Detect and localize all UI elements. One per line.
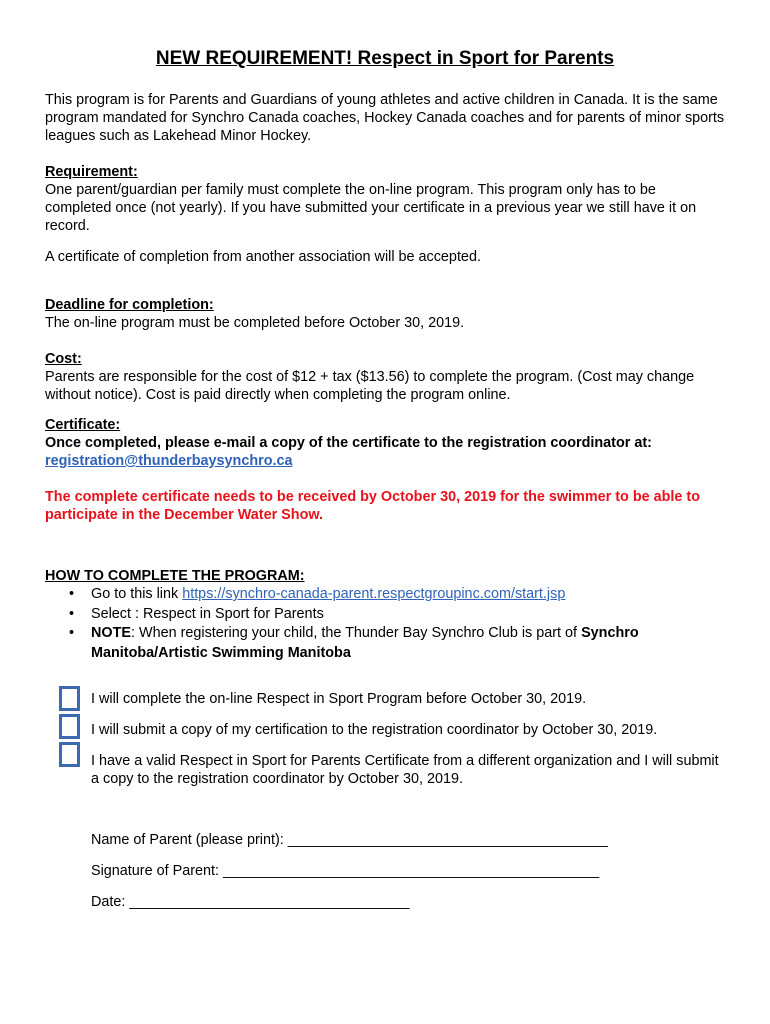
step-item	[45, 585, 725, 605]
checkbox-label-submit-copy: I will submit a copy of my certification to the registration coordinator by October 30, 2019.	[91, 722, 658, 738]
date-field[interactable]: Date: ___________________________________	[91, 894, 410, 910]
cost-heading: Cost:	[45, 351, 82, 367]
note-label: NOTE	[91, 625, 131, 641]
program-link[interactable]: https://synchro-canada-parent.respectgroupinc.com/start.jsp	[182, 586, 566, 602]
how-to-heading: HOW TO COMPLETE THE PROGRAM:	[45, 568, 305, 584]
bullet-icon: •	[69, 586, 75, 602]
parent-name-field[interactable]: Name of Parent (please print): ________________________________________	[91, 832, 608, 848]
certificate-text: Once completed, please e-mail a copy of the certificate to the registration coordinator at:	[45, 435, 652, 451]
intro-paragraph: This program is for Parents and Guardians of young athletes and active children in Canada. It is the same program mandated for Synchro Canada coaches, Hockey Canada coaches and for parents of minor sports leagues such as Lakehead Minor Hockey.	[45, 92, 725, 144]
deadline-warning: The complete certificate needs to be received by October 30, 2019 for the swimmer to be able to participate in the December Water Show.	[45, 489, 700, 523]
checkbox-label-valid-certificate: I have a valid Respect in Sport for Parents Certificate from a different organization and I will submit a copy to the registration coordinator by October 30, 2019.	[91, 753, 719, 787]
step2-text: Select : Respect in Sport for Parents	[91, 605, 324, 622]
step3-organization: Synchro Manitoba/Artistic Swimming Manitoba	[91, 625, 639, 661]
cost-section	[45, 350, 725, 404]
certificate-heading: Certificate:	[45, 417, 121, 433]
checkbox-submit-copy[interactable]	[59, 714, 80, 739]
step3-text: : When registering your child, the Thunder Bay Synchro Club is part of	[130, 625, 582, 641]
deadline-section	[45, 296, 725, 332]
how-to-section	[45, 567, 725, 663]
signature-field[interactable]: Signature of Parent: _______________________________________________	[91, 863, 600, 879]
deadline-text: The on-line program must be completed before October 30, 2019.	[45, 315, 465, 331]
registration-email-link[interactable]: registration@thunderbaysynchro.ca	[45, 453, 293, 469]
requirement-heading: Requirement:	[45, 164, 138, 180]
certificate-section	[45, 416, 725, 470]
requirement-text: One parent/guardian per family must complete the on-line program. This program only has to be completed once (not yearly). If you have submitted your certificate in a previous year we still have it on record.	[45, 182, 697, 234]
page-title: NEW REQUIREMENT! Respect in Sport for Parents	[155, 48, 615, 69]
bullet-icon: •	[69, 625, 75, 641]
steps-list	[45, 585, 725, 663]
requirement-section	[45, 163, 725, 235]
step-item	[45, 624, 725, 663]
checkbox-label-complete-program: I will complete the on-line Respect in Sport Program before October 30, 2019.	[91, 691, 587, 707]
checkbox-valid-certificate[interactable]	[59, 742, 80, 767]
deadline-heading: Deadline for completion:	[45, 297, 214, 313]
step-item	[45, 605, 725, 625]
checkbox-complete-program[interactable]	[59, 686, 80, 711]
bullet-icon: •	[69, 605, 75, 622]
step1-text: Go to this link	[91, 586, 183, 602]
cost-text: Parents are responsible for the cost of $12 + tax ($13.56) to complete the program. (Cost may change without notice). Cost is paid directly when completing the program online.	[45, 369, 695, 403]
accepted-note: A certificate of completion from another association will be accepted.	[45, 249, 481, 265]
